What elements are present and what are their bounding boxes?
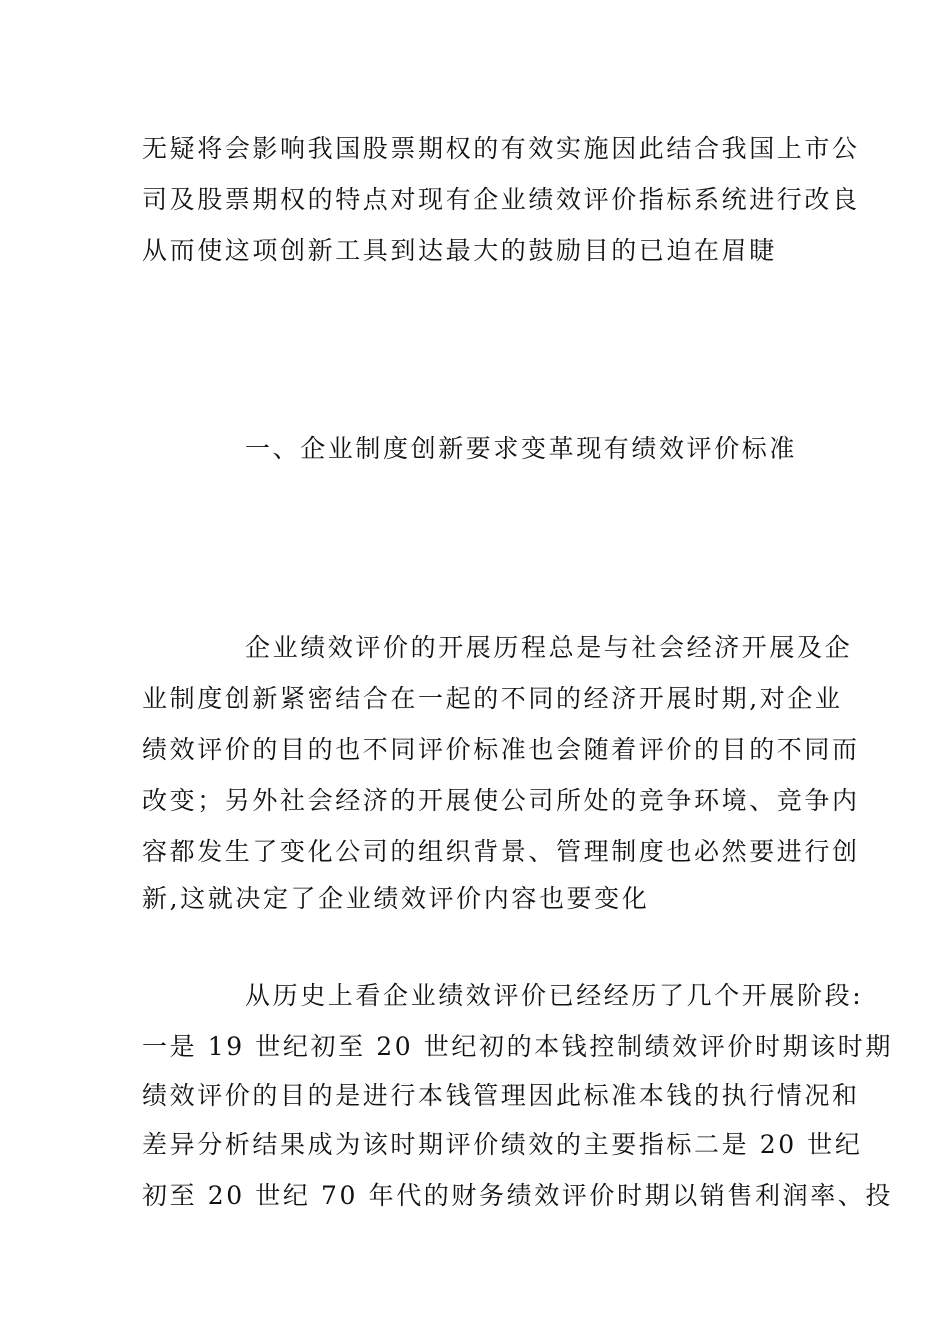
paragraph-1-line-2: 司及股票期权的特点对现有企业绩效评价指标系统进行改良 xyxy=(142,185,860,214)
paragraph-2-line-2: 业制度创新紧密结合在一起的不同的经济开展时期,对企业 xyxy=(142,684,843,713)
paragraph-2-line-3: 绩效评价的目的也不同评价标准也会随着评价的目的不同而 xyxy=(142,735,860,764)
section-heading: 一、企业制度创新要求变革现有绩效评价标准 xyxy=(245,434,798,463)
paragraph-1-line-3: 从而使这项创新工具到达最大的鼓励目的已迫在眉睫 xyxy=(142,236,777,265)
paragraph-1-line-1: 无疑将会影响我国股票期权的有效实施因此结合我国上市公 xyxy=(142,134,860,163)
paragraph-2-line-5: 容都发生了变化公司的组织背景、管理制度也必然要进行创 xyxy=(142,837,860,866)
paragraph-3-line-1: 从历史上看企业绩效评价已经经历了几个开展阶段: xyxy=(245,981,864,1010)
paragraph-3-line-5: 初至 20 世纪 70 年代的财务绩效评价时期以销售利润率、投 xyxy=(142,1181,894,1210)
paragraph-3-line-2: 一是 19 世纪初至 20 世纪初的本钱控制绩效评价时期该时期 xyxy=(142,1032,894,1061)
paragraph-2-line-1: 企业绩效评价的开展历程总是与社会经济开展及企 xyxy=(245,633,853,662)
paragraph-2-line-6: 新,这就决定了企业绩效评价内容也要变化 xyxy=(142,884,650,913)
paragraph-2-line-4: 改变；另外社会经济的开展使公司所处的竞争环境、竞争内 xyxy=(142,786,860,815)
paragraph-3-line-3: 绩效评价的目的是进行本钱管理因此标准本钱的执行情况和 xyxy=(142,1081,860,1110)
paragraph-3-line-4: 差异分析结果成为该时期评价绩效的主要指标二是 20 世纪 xyxy=(142,1130,863,1159)
